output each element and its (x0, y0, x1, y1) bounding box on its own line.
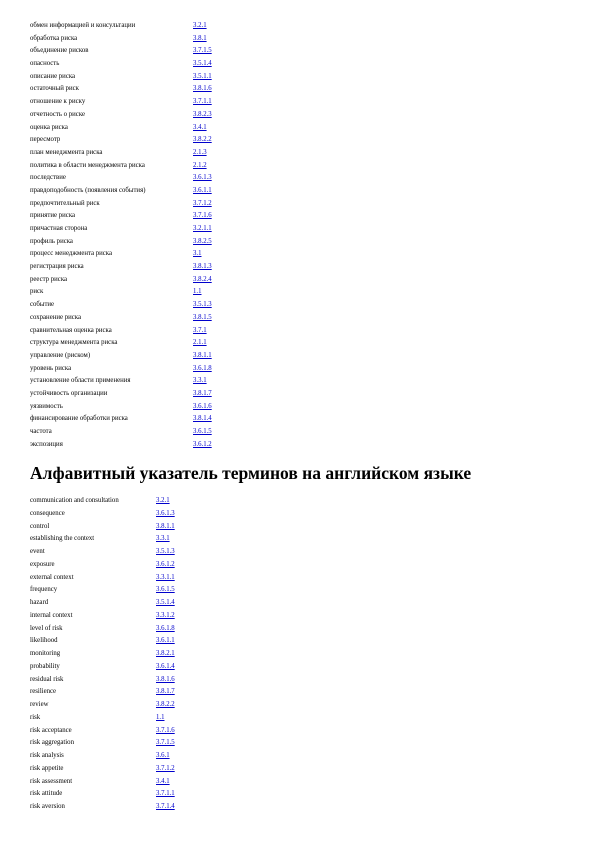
russian-term-index (30, 20, 212, 451)
index-entry (30, 20, 212, 33)
index-term: frequency (30, 586, 58, 594)
index-term: communication and consultation (30, 497, 119, 504)
section-reference-link[interactable]: 3.7.1.4 (156, 803, 175, 810)
section-reference-link[interactable]: 3.7.1.5 (193, 47, 212, 55)
index-term: risk attitude (30, 790, 63, 798)
section-reference-link[interactable]: 3.8.2.5 (193, 237, 212, 245)
section-reference-link[interactable]: 3.6.1.3 (193, 174, 212, 182)
section-reference-link[interactable]: 2.1.2 (193, 161, 207, 169)
index-entry (30, 236, 212, 249)
index-term: resilience (30, 688, 57, 696)
index-entry (30, 776, 175, 789)
section-reference-link[interactable]: 3.2.1 (156, 497, 170, 504)
section-reference-link[interactable]: 3.7.1.1 (156, 790, 175, 798)
index-entry (30, 160, 212, 173)
index-entry (30, 413, 212, 426)
section-reference-link[interactable]: 3.6.1.4 (156, 662, 175, 670)
index-term: internal context (30, 611, 73, 619)
index-term: обмен информацией и консультации (30, 22, 136, 29)
index-term: пересмотр (30, 136, 61, 144)
index-entry (30, 58, 212, 71)
index-entry (30, 185, 212, 198)
index-term: сохранение риска (30, 313, 81, 321)
index-term: risk (30, 713, 41, 721)
index-entry (30, 45, 212, 58)
section-reference-link[interactable]: 3.7.1.2 (156, 764, 175, 772)
index-entry (30, 299, 212, 312)
index-term: level of risk (30, 624, 63, 632)
index-entry (30, 712, 175, 725)
index-entry (30, 109, 212, 122)
index-entry (30, 623, 175, 636)
index-term: предпочтительный риск (30, 199, 100, 207)
index-entry (30, 350, 212, 363)
index-entry (30, 495, 175, 508)
index-term: external context (30, 573, 74, 581)
section-reference-link[interactable]: 3.2.1 (193, 22, 207, 29)
index-term: риск (30, 288, 44, 296)
section-reference-link[interactable]: 3.6.1.1 (156, 637, 175, 645)
section-reference-link[interactable]: 3.6.1.5 (193, 428, 212, 435)
index-term: event (30, 548, 45, 555)
index-term: реестр риска (30, 275, 68, 283)
section-reference-link[interactable]: 3.6.1.5 (156, 586, 175, 594)
index-term: establishing the context (30, 535, 95, 543)
index-entry (30, 725, 175, 738)
section-reference-link[interactable]: 3.7.1.6 (193, 212, 212, 220)
index-entry (30, 737, 175, 750)
index-entry (30, 521, 175, 534)
index-entry (30, 122, 212, 135)
index-entry (30, 426, 212, 439)
index-term: residual risk (30, 675, 64, 683)
index-entry (30, 401, 212, 414)
index-term: оценка риска (30, 123, 68, 131)
index-entry (30, 312, 212, 325)
index-term: likelihood (30, 637, 58, 645)
index-term: политика в области менеджмента риска (30, 161, 145, 169)
index-entry (30, 610, 175, 623)
section-reference-link[interactable]: 3.6.1.8 (156, 624, 175, 632)
index-entry (30, 325, 212, 338)
section-reference-link[interactable]: 3.2.1.1 (193, 225, 212, 232)
index-term: risk aversion (30, 803, 65, 810)
section-reference-link[interactable]: 2.1.3 (193, 148, 207, 156)
index-term: объединение рисков (30, 47, 89, 55)
index-term: регистрация риска (30, 263, 84, 271)
index-term: причастная сторона (30, 225, 88, 232)
section-reference-link[interactable]: 3.6.1.2 (156, 560, 175, 568)
index-term: установление области применения (30, 377, 131, 385)
index-entry (30, 71, 212, 84)
index-entry (30, 286, 212, 299)
index-term: финансирование обработки риска (30, 415, 128, 423)
section-reference-link[interactable]: 3.8.1.5 (193, 313, 212, 321)
section-reference-link[interactable]: 3.6.1.1 (193, 186, 212, 194)
index-term: правдоподобность (появления события) (30, 186, 146, 194)
english-index-heading: Алфавитный указатель терминов на английском языке (30, 463, 472, 483)
section-reference-link[interactable]: 3.4.1 (193, 123, 207, 131)
index-term: уязвимость (30, 402, 63, 410)
index-entry (30, 388, 212, 401)
index-term: risk acceptance (30, 726, 72, 734)
index-term: hazard (30, 599, 49, 606)
index-term: отчетность о риске (30, 110, 85, 118)
index-entry (30, 508, 175, 521)
index-term: risk assessment (30, 777, 73, 785)
index-entry (30, 223, 212, 236)
section-reference-link[interactable]: 1.1 (193, 288, 202, 296)
index-entry (30, 674, 175, 687)
section-reference-link[interactable]: 3.8.2.2 (193, 136, 212, 144)
index-term: профиль риска (30, 237, 73, 245)
index-entry (30, 801, 175, 814)
index-entry (30, 261, 212, 274)
index-term: risk aggregation (30, 739, 74, 747)
index-term: событие (30, 301, 55, 309)
index-term: описание риска (30, 72, 76, 80)
section-reference-link[interactable]: 3.8.2.4 (193, 275, 212, 283)
index-entry (30, 33, 212, 46)
index-entry (30, 686, 175, 699)
index-term: monitoring (30, 650, 61, 657)
section-reference-link[interactable]: 3.7.1.1 (193, 98, 212, 106)
section-reference-link[interactable]: 3.5.1.3 (193, 301, 212, 309)
index-entry (30, 648, 175, 661)
index-entry (30, 134, 212, 147)
index-term: review (30, 701, 49, 708)
index-term: принятие риска (30, 212, 76, 220)
section-reference-link[interactable]: 3.8.2.3 (193, 110, 212, 118)
index-term: consequence (30, 509, 65, 517)
index-term: уровень риска (30, 364, 72, 372)
index-term: сравнительная оценка риска (30, 326, 112, 334)
section-reference-link[interactable]: 3.8.2.2 (156, 701, 175, 708)
section-reference-link[interactable]: 3.1 (193, 250, 202, 258)
index-term: обработка риска (30, 34, 78, 42)
index-entry (30, 172, 212, 185)
index-term: отношение к риску (30, 98, 86, 106)
section-reference-link[interactable]: 3.6.1.6 (193, 402, 212, 410)
index-entry (30, 337, 212, 350)
section-reference-link[interactable]: 3.7.1.2 (193, 199, 212, 207)
section-reference-link[interactable]: 3.3.1 (193, 377, 207, 385)
index-entry (30, 363, 212, 376)
index-entry (30, 559, 175, 572)
section-reference-link[interactable]: 3.8.1.7 (193, 389, 212, 397)
index-term: опасность (30, 60, 60, 68)
index-term: управление (риском) (30, 351, 91, 359)
index-entry (30, 96, 212, 109)
section-reference-link[interactable]: 3.8.1.7 (156, 688, 175, 696)
section-reference-link[interactable]: 3.8.1.6 (193, 85, 212, 93)
section-reference-link[interactable]: 3.6.1.8 (193, 364, 212, 372)
section-reference-link[interactable]: 1.1 (156, 713, 165, 721)
english-term-index (30, 495, 175, 814)
index-entry (30, 83, 212, 96)
index-entry (30, 661, 175, 674)
section-reference-link[interactable]: 3.6.1.3 (156, 509, 175, 517)
index-term: probability (30, 662, 60, 670)
section-reference-link[interactable]: 3.3.1.1 (156, 573, 175, 581)
section-reference-link[interactable]: 3.8.1.1 (193, 351, 212, 359)
index-term: устойчивость организации (30, 389, 108, 397)
section-reference-link[interactable]: 3.8.2.1 (156, 650, 175, 657)
index-term: частота (30, 428, 52, 435)
section-reference-link[interactable]: 3.3.1.2 (156, 611, 175, 619)
index-term: risk analysis (30, 752, 64, 759)
section-reference-link[interactable]: 3.8.1.3 (193, 263, 212, 271)
index-entry (30, 546, 175, 559)
index-entry (30, 439, 212, 452)
section-reference-link[interactable]: 3.6.1 (156, 752, 170, 759)
section-reference-link[interactable]: 3.5.1.1 (193, 72, 212, 80)
index-entry (30, 635, 175, 648)
index-entry (30, 248, 212, 261)
section-reference-link[interactable]: 2.1.1 (193, 339, 207, 347)
index-entry (30, 147, 212, 160)
index-term: control (30, 522, 50, 530)
index-entry (30, 375, 212, 388)
index-term: процесс менеджмента риска (30, 250, 113, 258)
section-reference-link[interactable]: 3.7.1.6 (156, 726, 175, 734)
index-entry (30, 198, 212, 211)
index-term: остаточный риск (30, 85, 79, 93)
index-entry (30, 533, 175, 546)
index-term: risk appetite (30, 764, 64, 772)
section-reference-link[interactable]: 3.7.1.5 (156, 739, 175, 747)
index-entry (30, 597, 175, 610)
index-entry (30, 572, 175, 585)
section-reference-link[interactable]: 3.8.1.1 (156, 522, 175, 530)
section-reference-link[interactable]: 3.8.1.6 (156, 675, 175, 683)
section-reference-link[interactable]: 3.3.1 (156, 535, 170, 543)
index-term: экспозиция (30, 440, 63, 448)
index-term: exposure (30, 560, 55, 568)
section-reference-link[interactable]: 3.5.1.3 (156, 548, 175, 555)
index-entry (30, 584, 175, 597)
index-entry (30, 699, 175, 712)
section-reference-link[interactable]: 3.5.1.4 (193, 60, 212, 68)
index-entry (30, 763, 175, 776)
section-reference-link[interactable]: 3.8.1 (193, 34, 207, 42)
index-entry (30, 274, 212, 287)
section-reference-link[interactable]: 3.6.1.2 (193, 440, 212, 448)
index-term: последствие (30, 174, 66, 182)
index-entry (30, 750, 175, 763)
section-reference-link[interactable]: 3.4.1 (156, 777, 170, 785)
index-term: структура менеджмента риска (30, 339, 118, 347)
index-entry (30, 210, 212, 223)
section-reference-link[interactable]: 3.7.1 (193, 326, 207, 334)
section-reference-link[interactable]: 3.5.1.4 (156, 599, 175, 606)
index-entry (30, 788, 175, 801)
section-reference-link[interactable]: 3.8.1.4 (193, 415, 212, 423)
index-term: план менеджмента риска (30, 148, 103, 156)
